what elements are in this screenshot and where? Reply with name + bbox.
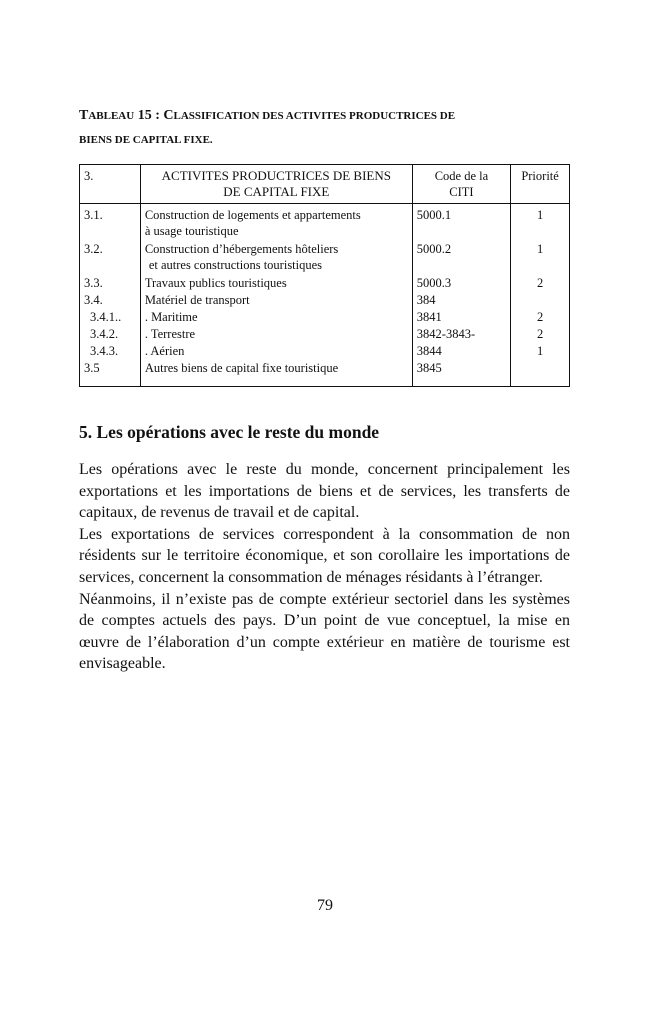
row-label <box>140 241 412 275</box>
caption-number: 15 : <box>134 108 164 123</box>
row-label: . Aérien <box>140 343 412 360</box>
row-label: Travaux publics touristiques <box>140 275 412 292</box>
row-priority <box>511 292 570 309</box>
row-number: 3.3. <box>80 275 141 292</box>
header-priority: Priorité <box>511 165 570 204</box>
row-code: 3844 <box>412 343 510 360</box>
row-number: 3.4.1.. <box>80 309 141 326</box>
header-activities-line1: ACTIVITES PRODUCTRICES DE BIENS <box>161 168 391 183</box>
row-code: 3845 <box>412 360 510 387</box>
row-code: 5000.2 <box>412 241 510 275</box>
table-row <box>80 309 570 326</box>
header-activities-line2: DE CAPITAL FIXE <box>223 184 330 199</box>
row-code: 5000.1 <box>412 204 510 242</box>
row-number: 3.4. <box>80 292 141 309</box>
row-label-line1: Construction d’hébergements hôteliers <box>144 242 339 257</box>
paragraph: Les opérations avec le reste du monde, concernent principalement les exportations et les importations de biens et de services, les transferts de capitaux, de revenus de travail et de capital. <box>79 461 570 522</box>
row-priority: 2 <box>511 326 570 343</box>
caption-letter: C <box>163 108 174 123</box>
row-priority: 2 <box>511 275 570 292</box>
caption-word: ABLEAU <box>88 110 135 122</box>
row-code: 3842-3843- <box>412 326 510 343</box>
row-number: 3.4.3. <box>80 343 141 360</box>
row-code: 5000.3 <box>412 275 510 292</box>
header-citi-code <box>412 165 510 204</box>
row-number: 3.5 <box>80 360 141 387</box>
page-number: 79 <box>317 897 333 914</box>
table-row <box>80 360 570 387</box>
row-label <box>140 204 412 242</box>
paragraph: Les exportations de services correspondent à la consommation de non résidents sur le territoire économique, et son corollaire les importations de services, concernent la consommation de ménages résidants à l’étranger. <box>79 525 570 586</box>
row-number: 3.4.2. <box>80 326 141 343</box>
row-label-line2: et autres constructions touristiques <box>148 258 323 273</box>
table-row <box>80 275 570 292</box>
body-text <box>79 459 570 675</box>
classification-table <box>79 164 570 387</box>
row-label: . Terrestre <box>140 326 412 343</box>
table-row <box>80 292 570 309</box>
row-label: Autres biens de capital fixe touristique <box>140 360 412 387</box>
row-label-line1: Construction de logements et appartements <box>144 208 361 223</box>
row-priority <box>511 360 570 387</box>
paragraph: Néanmoins, il n’existe pas de compte extérieur sectoriel dans les systèmes de comptes actuels des pays. D’un point de vue conceptuel, la mise en œuvre de l’élaboration d’un compte extérieur en matière de tourisme est envisageable. <box>79 590 570 673</box>
table-row <box>80 343 570 360</box>
table-header-row <box>80 165 570 204</box>
table-row <box>80 326 570 343</box>
caption-title-part1: LASSIFICATION DES ACTIVITES PRODUCTRICES DE <box>173 110 456 122</box>
row-priority: 1 <box>511 343 570 360</box>
caption-title-part2: BIENS DE CAPITAL FIXE. <box>79 134 213 146</box>
row-code: 384 <box>412 292 510 309</box>
section-heading: 5. Les opérations avec le reste du monde <box>79 422 380 442</box>
header-code-line1: Code de la <box>434 169 489 183</box>
row-label: Matériel de transport <box>140 292 412 309</box>
caption-letter: T <box>79 108 89 123</box>
header-code-line2: CITI <box>449 185 474 199</box>
row-label-line2: à usage touristique <box>144 224 239 239</box>
row-number: 3.2. <box>80 241 141 275</box>
row-label: . Maritime <box>140 309 412 326</box>
row-code: 3841 <box>412 309 510 326</box>
row-priority: 1 <box>511 241 570 275</box>
row-number: 3.1. <box>80 204 141 242</box>
table-row <box>80 241 570 275</box>
table-row <box>80 204 570 242</box>
row-priority: 1 <box>511 204 570 242</box>
table-caption <box>79 104 569 152</box>
header-number: 3. <box>80 165 141 204</box>
header-activities <box>140 165 412 204</box>
row-priority: 2 <box>511 309 570 326</box>
